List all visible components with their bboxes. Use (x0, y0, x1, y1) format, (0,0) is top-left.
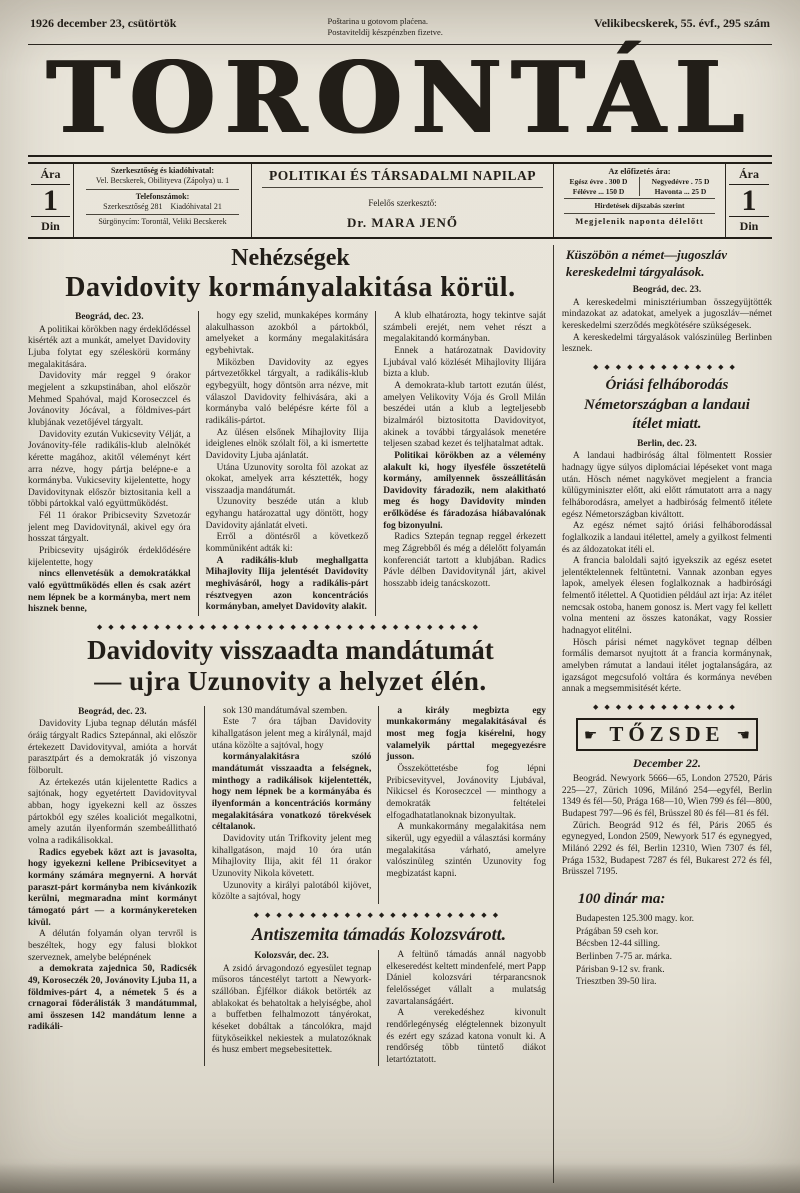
paragraph: Budapesten 125.300 magy. kor. (575, 913, 695, 924)
paper-type: POLITIKAI ÉS TÁRSADALMI NAPILAP (262, 168, 543, 188)
subscription-quarterly: Negyedévre . 75 D (651, 176, 710, 186)
paragraph: Az ülésen elsőnek Mihajlovity Ilija ideiglenes elnök szólalt föl, a ki ismertette Davidovity Ljuba ajánlatát. (205, 427, 369, 461)
diamond-separator: ◆◆◆◆◆◆◆◆◆◆◆◆◆◆◆◆◆◆◆◆◆◆◆◆◆◆◆◆◆◆◆◆◆◆ (96, 623, 484, 632)
paragraph: Este 7 óra tájban Davidovity kihallgatáson jelent meg a királynál, majd utána közölte a sajtóval, hogy (211, 717, 372, 751)
paragraph: A kereskedelmi minisztériumban összegyüjtötték mindazokat az adatokat, amelyek a jugoszláv—német kereskedelmi szerződés megkötésére szükségesek. (561, 297, 772, 332)
article2-columns (205, 706, 553, 904)
postage-line-1: Poštarina u gotovom plaćena. (327, 16, 429, 26)
paragraph: nincs ellenvetésük a demokratákkal való együttműködés ellen és csak azért nem lépnek be a kormányba, mert nem hisznek benne, (28, 569, 191, 615)
paragraph: hogy egy szelid, munkaképes kormány alakulhasson azokból a pártokból, amelyeket a kormány megalakitására egybehivtak. (205, 310, 369, 356)
phone-publishing: Kiadóhivatal 21 (170, 202, 222, 212)
price-unit: Din (31, 216, 70, 234)
paragraph: A feltünő támadás annál nagyobb elkeseredést keltett mindenfelé, mert Papp Dániel kolozsvári térparancsnok felelősséget vállalt a mulatság zavartalanságáért. (386, 949, 546, 1007)
paragraph: Uzunovity a királyi palotából kijövet, közölte a sajtóval, hogy (211, 880, 372, 903)
ads-note: Hirdetések díjszabás szerint (594, 201, 685, 211)
paragraph: Bécsben 12-44 silling. (575, 939, 660, 950)
price-label: Ára (31, 167, 70, 185)
paragraph: Pribicsevity ujságirók érdeklődésére kijelentette, hogy (28, 546, 191, 568)
editor-name: Dr. MARA JENŐ (346, 215, 459, 231)
paragraph: a demokrata zajednica 50, Radicsék 49, Koroseczék 20, Jovánovity Ljuba 11, a földmives-párt 4, a németek 5 és a crnagorai föderálisták 3 mandátummal, ami összesen 142 mandátum lenne a radikáli- (28, 964, 197, 1033)
paragraph: A kereskedelmi tárgyalások valószinüleg Berlinben lesznek. (561, 332, 772, 355)
paragraph: Davidovity után Trifkovity jelent meg kihallgatáson, majd 10 óra után Mihajlovity Ilija, akit fél 11 órakor Uzunovity Nikola követett. (211, 833, 372, 879)
side-article1-title: Küszöbön a német—jugoszláv kereskedelmi tárgyalások. (565, 247, 727, 280)
paragraph: A landaui hadbiróság által fölmentett Rossier hadnagy ügye súlyos diplomáciai lépéseket vont maga után. Hösch német nagykövet megjelent a francia külügyminiszter előtt, aki előtt rámutatott arra a nagy felháborodásra, amelyet a hadbiróság felmentő itélete egész Németországban kiváltott. (561, 451, 772, 520)
paragraph: A politikai körökben nagy érdeklődéssel kisérték azt a munkát, amelyet Davidovity Ljuba folytat egy széleskörü kormány megalakitására. (28, 324, 191, 370)
dateline: Beográd, dec. 23. (75, 311, 144, 322)
paragraph: A verekedéshez kivonult rendőrlegénység elégtelennek bizonyult és ezért egy század katona vonult ki. A rendőrség több tüntető diákot letartóztatott. (386, 1008, 546, 1065)
dateline: Berlin, dec. 23. (637, 438, 697, 449)
paragraph: Radics egyebek közt azt is javasolta, hogy igyekezni kellene Pribicsevityet a kormány számára megnyerni. A horvát paraszt-párt kormányba nem kivánkozik kerülni, megmaradna mint kormányt támogató párt — a kormánykereteken kivül. (28, 847, 197, 928)
page-content (28, 245, 772, 1183)
lower-right-section (204, 706, 553, 1067)
paragraph: A délután folyamán olyan tervről is beszéltek, hogy egy falusi blokkot szerveznek, amelybe belépnének (28, 929, 197, 963)
article2-column-3 (378, 706, 553, 904)
paragraph: Az egész német sajtó óriási felháborodással foglalkozik a landaui itélettel, amely a gyilkost felmenti és az áldozatokat itéli el. (561, 521, 772, 555)
dateline: Beográd, dec. 23. (632, 285, 702, 296)
dinar-rates-list (562, 913, 772, 989)
lower-section (28, 706, 553, 1067)
article2-headline (28, 636, 553, 697)
publication-schedule: Megjelenik naponta délelőtt (575, 216, 704, 227)
office-box (74, 164, 252, 238)
side-article2-title: Óriási felháborodás Németországban a landaui ítélet miatt. (584, 377, 750, 433)
article1-column-2 (198, 311, 376, 616)
subscription-box (554, 164, 726, 238)
paragraph: A munkakormány megalakitása nem sikerül, ugy egyedül a választási kormány megalakitása várható, amelyre valószinüleg szintén Uzunovity fog megbizatást kapni. (386, 822, 546, 879)
paper-type-box (252, 164, 554, 238)
phone-editorial: Szerkesztőség 281 (103, 202, 163, 212)
stock-exchange-date: December 22. (632, 756, 701, 771)
telegram-address: Sürgönycím: Torontál, Veliki Becskerek (98, 217, 227, 227)
paragraph: A zsidó árvagondozó egyesület tegnap műsoros táncestélyt tartott a Newyork-szállóban. Éjfélkor diákok betörték az ablakokat és behatoltak a helyiségbe, ahol a buffetben felhalmozott tányérokat, késeket dobáltak a táncolókra, majd fütyköseikkel nekiestek a mulatozóknak és husz embert megsebesitettek. (211, 963, 372, 1056)
side-article2-body (562, 439, 772, 696)
phones-line (78, 202, 247, 212)
article1-headline-line2: Davidovity kormányalakitása körül. (65, 271, 516, 303)
subscription-title: Az előfizetés ára: (608, 165, 671, 176)
dinar-rates-title: 100 dinár ma: (577, 890, 666, 907)
paragraph: Prágában 59 cseh kor. (575, 926, 659, 937)
postage-notice (328, 16, 443, 39)
paragraph: Triesztben 39-50 lira. (575, 977, 657, 988)
article3-column-2 (378, 950, 553, 1067)
paragraph: Davidovity ezután Vukicsevity Vélját, a Jovánovity-féle radikális-klub alelnökét kérette magához, akitől véleményt kért arra nézve, hogy pártja belépne-e a kormányba. Vukicsevity kijelentette, hogy Davidovitynak először biztositania kell a többi pártokkal való együttműködést. (28, 429, 191, 510)
paragraph: Radics Sztepán tegnap reggel érkezett meg Zágrebből és még a délelőtt folyamán konferenciát tartott a klubjában. Radics Pávle délben Davidovitynál járt, akivel hosszabb ideig tanácskozott. (383, 532, 546, 590)
price-label: Ára (729, 167, 769, 185)
divider (86, 189, 239, 190)
paragraph: Fél 11 órakor Pribicsevity Szvetozár jelent meg Davidovitynál, akivel egy óra hosszat tárgyalt. (28, 511, 191, 545)
office-address: Vel. Becskerek, Obilityeva (Zápolya) u. 1 (95, 176, 230, 186)
paragraph: Davidovity Ljuba tegnap délután másfél óráig tárgyalt Radics Sztepánnal, aki először értekezett Davidovityval, amióta a horvát parasztpárt és a demokraták jó viszonya fölborult. (28, 719, 197, 777)
phones-title: Telefonszámok: (135, 191, 190, 201)
newspaper-title: TORONTÁL (46, 40, 754, 156)
price-unit: Din (729, 216, 769, 234)
side-column (553, 245, 772, 1183)
divider (86, 214, 239, 215)
paragraph: Zürich. Beográd 912 és fél, Páris 2065 és egynegyed, London 2509, Newyork 517 és egynegyed, Milánó 2292 és fél, Berlin 12310, Wien 7307 és fél, Prága 1532, Budapest 7287 és fél, Bukarest 272 és fél, Brüsszel 7195. (561, 820, 772, 878)
info-bar (28, 162, 772, 240)
price-value: 1 (43, 183, 58, 217)
article2-column-1 (28, 706, 204, 1067)
paragraph: Berlinben 7-75 ar. márka. (575, 952, 672, 963)
article3-columns (205, 950, 553, 1067)
top-bar (28, 0, 772, 45)
article1-headline-line1: Nehézségek (231, 245, 350, 272)
paragraph: A demokrata-klub tartott ezután ülést, amelyen Velikovity Vója és Groll Milán beszédei után a klub a legteljesebb bizalmáról biztositotta Davidovityot, akinek a további tárgyalások menetére teljesen szabad kezet és teljhatalmat adtak. (383, 380, 546, 450)
paragraph: A klub elhatározta, hogy tekintve saját számbeli erejét, nem vehet részt a megalakitandó kormányban. (383, 310, 546, 345)
divider (564, 213, 715, 214)
paragraph: Ennek a határozatnak Davidovity Ljubával való közlését Mihajlovity Ilijára bizta a klub. (383, 345, 546, 380)
article1-headline (28, 245, 553, 304)
pointing-hand-right-icon: ☛ (583, 725, 598, 744)
article1-column-3 (375, 311, 553, 616)
issue-date: 1926 december 23, csütörtök (30, 16, 177, 30)
stock-exchange-body (562, 774, 772, 879)
paragraph: Uzunovity beszéde után a klub egyhangu határozattal ugy döntött, hogy Davidovity ajánlatát elveti. (205, 497, 369, 531)
subscription-row-2 (558, 187, 721, 197)
masthead (28, 40, 772, 157)
divider (564, 198, 715, 199)
diamond-separator: ◆◆◆◆◆◆◆◆◆◆◆◆◆ (592, 363, 741, 372)
paragraph: sok 130 mandátumával szemben. (222, 705, 348, 716)
side-article1-body (562, 285, 772, 356)
issue-number: Velikibecskerek, 55. évf., 295 szám (594, 16, 770, 30)
article1-column-1 (28, 311, 198, 616)
stock-exchange-title: TŐZSDE (609, 722, 725, 747)
paragraph: Az értekezés után kijelentette Radics a sajtónak, hogy egyetértett Davidovityval abban, hogy igyekezni kell az összes pártokból egy széles koaliciót megalkotni, amely azután ilyenformán szembeállitható volna a radikálisokkal. (28, 777, 197, 846)
paragraph: Összeköttetésbe fog lépni Pribicsevityvel, Jovánovity Ljubával, Nikicsel és Koroseczcel — minthogy a demokraták feltételei elfogadhatatlanoknak bizonyultak. (386, 764, 546, 821)
price-box-left (28, 164, 74, 238)
article2-headline-line2: — ujra Uzunovity a helyzet élén. (94, 665, 487, 696)
postage-line-2: Postaviteldíj készpénzben fizetve. (327, 27, 443, 38)
article2-column-2 (205, 706, 379, 904)
paragraph: Erről a döntésről a következő kommüniként adták ki: (205, 532, 369, 555)
office-title: Szerkesztőség és kiadóhivatal: (110, 165, 215, 175)
paragraph: Politikai körökben az a vélemény alakult ki, hogy ilyesféle összetételü kormány, amilyennek összeállitásán Davidovity fáradozik, nem alakitható meg és hogy Davidovity minden erőlködése és fáradozása hiábavalónak fog bizonyulni. (383, 450, 546, 531)
price-value: 1 (741, 183, 757, 217)
paragraph: A francia baloldali sajtó igyekszik az egész esetet jelentéktelennek feltüntetni. Vannak azonban egyes lapok, amelyek élesen foglalkoznak a hadbirósági felmentő itélettel. A Quotidien például azt irja: Az itélet nemcsak ostoba, hanem gonosz is. Mert vagy fel kellett volna menteni az összes katonákat, vagy Rossier hadnagyot elitélni. (561, 556, 772, 637)
paragraph: Beográd. Newyork 5666—65, London 27520, Páris 225—27, Zürich 1096, Milánó 254—egyfél, Berlin 1349 és fél—50, Prága 168—10, Wien 799 és fél—800, Budapest 797—96 és fél, Brüsszel 80 és fél—81 és fél. (561, 774, 772, 820)
diamond-separator: ◆◆◆◆◆◆◆◆◆◆◆◆◆◆◆◆◆◆◆◆◆◆ (253, 910, 505, 919)
paragraph: A radikális-klub meghallgatta Mihajlovity Ilija jelentését Davidovity meghivásáról, hogy a radikális-párt résztvegyen azon koncentrációs kormányban, amelyet Davidovity alakit. (205, 555, 369, 613)
paragraph: a király megbizta egy munkakormány megalakitásával és most meg fogja kisérelni, hogy valamelyik párttal megegyezésre jusson. (386, 705, 546, 763)
subscription-yearly: Egész évre . 300 D (558, 177, 640, 187)
subscription-halfyear: Félévre ... 150 D (558, 187, 640, 197)
article3-headline: Antiszemita támadás Kolozsvárott. (251, 923, 507, 944)
price-box-right (726, 164, 772, 238)
stock-exchange-header (576, 718, 758, 751)
article1-columns (28, 311, 553, 616)
dateline: Beográd, dec. 23. (78, 706, 147, 717)
paragraph: Hösch párisi német nagykövet tegnap délben formális demarsot nyujtott át a francia kormánynak, amelyben rámutat a landaui itélet jogtalanságára, az igazságot megcsufoló voltára és kormánya nevében annak a megsemmisitését kérte. (561, 637, 772, 695)
article3-column-1 (205, 950, 379, 1067)
dateline: Kolozsvár, dec. 23. (254, 950, 329, 961)
diamond-separator: ◆◆◆◆◆◆◆◆◆◆◆◆◆ (592, 703, 741, 712)
paragraph: Párisban 9-12 sv. frank. (575, 964, 665, 975)
paragraph: Utána Uzunovity sorolta föl azokat az okokat, amelyek arra késztették, hogy visszaadja mandátumát. (205, 462, 369, 496)
main-articles-area (28, 245, 553, 1183)
pointing-hand-left-icon: ☚ (736, 725, 750, 744)
subscription-row-1 (558, 177, 721, 187)
paragraph: kormányalakitásra szóló mandátumát visszaadta a felségnek, minthogy a radikálisok kijelentették, hogy nem lépnek be a kormányába és ilyenformán a koncentrációs kormány megalakitására vonatkozó törekvések céltalanok. (211, 752, 372, 833)
editor-label: Felelős szerkesztő: (368, 197, 437, 208)
subscription-monthly: Havonta ... 25 D (654, 186, 707, 196)
paragraph: Davidovity már reggel 9 órakor megjelent a szkupstinában, ahol először Mehmed Spahóval, majd Koroseczcel és Jovánovity Jócával, a földmives-párt klubjának vezetőjével tárgyalt. (28, 371, 191, 428)
article2-headline-line1: Davidovity visszaadta mandátumát (87, 635, 494, 666)
paragraph: Miközben Davidovity az egyes pártvezetőkkel tárgyalt, a radikális-klub egybegyült, hogy döntsön arra nézve, mit válaszol Davidovity felhivására, aki a kormányba való belépésre kérte föl a radikális-pártot. (205, 357, 369, 426)
